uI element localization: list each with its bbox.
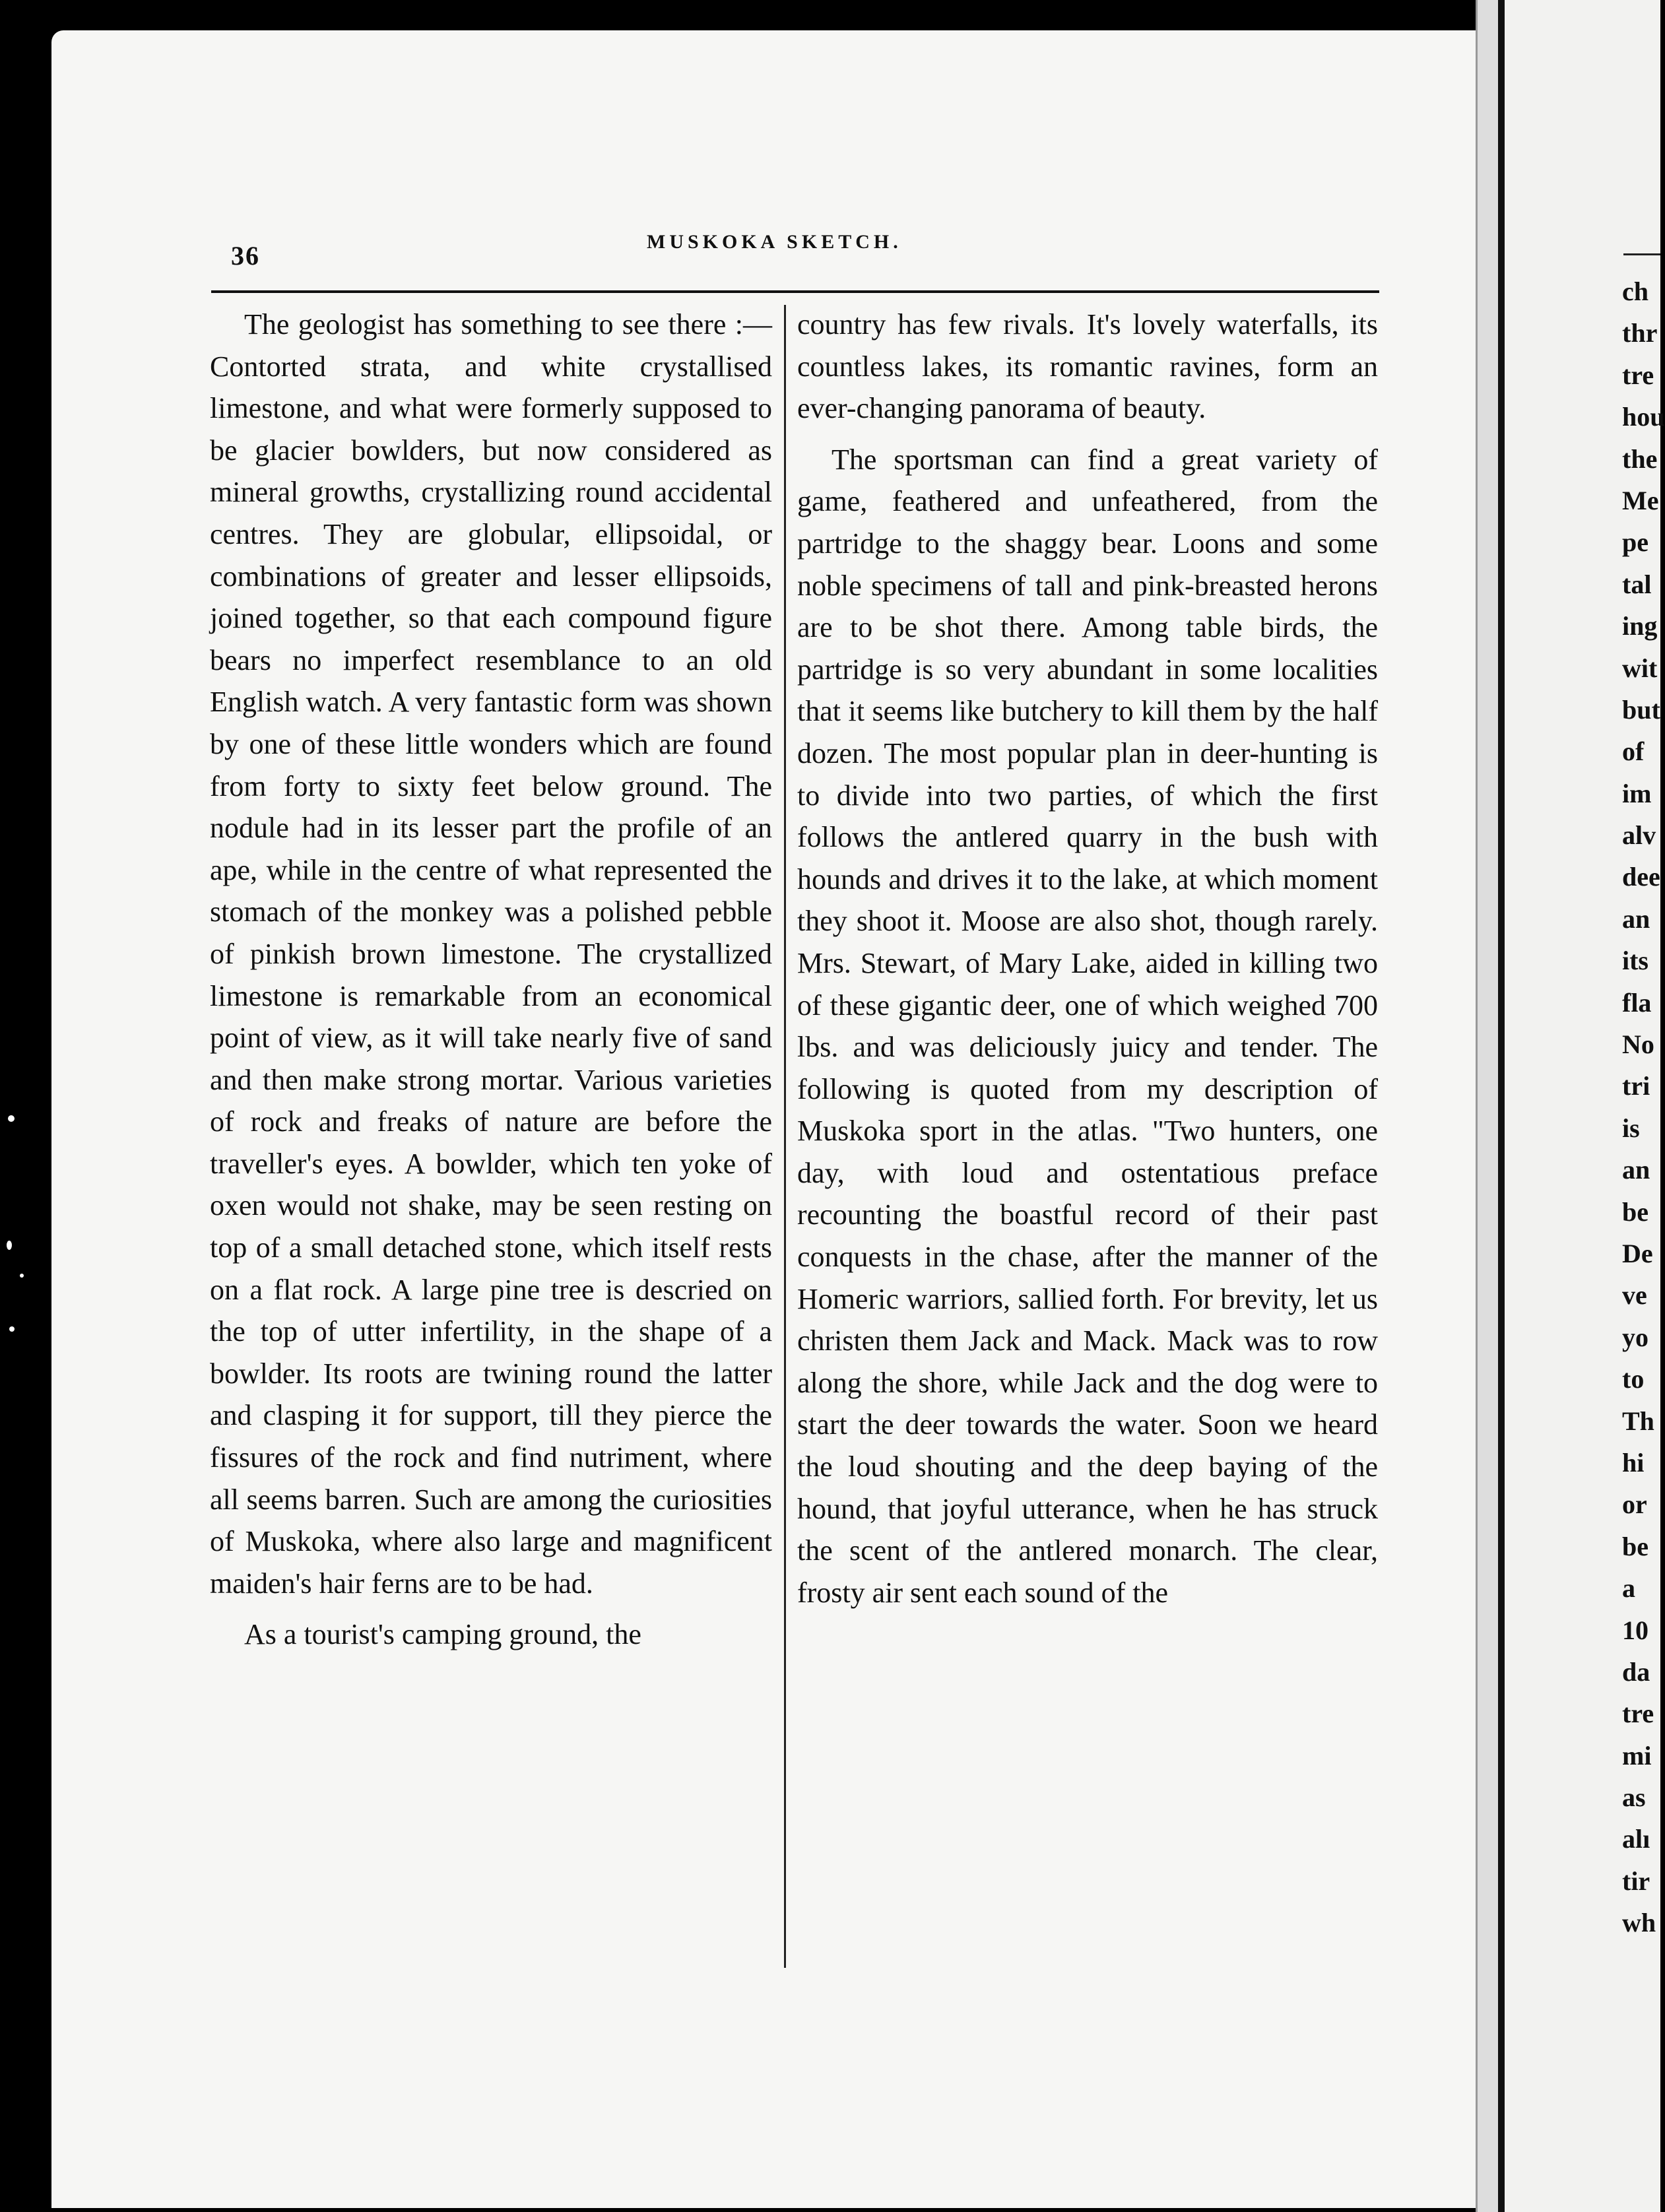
facing-page-fragment: or (1622, 1489, 1647, 1520)
facing-page-fragment: tre (1622, 360, 1654, 390)
facing-page-fragment: ing (1622, 611, 1658, 641)
facing-page-fragment: be (1622, 1531, 1649, 1561)
facing-page-fragment: da (1622, 1656, 1650, 1687)
facing-page-fragment: yo (1622, 1322, 1649, 1352)
header-rule (211, 290, 1379, 293)
facing-page-fragment: tir (1622, 1866, 1650, 1896)
facing-page-fragment: is (1622, 1113, 1640, 1143)
facing-page-fragment: tri (1622, 1071, 1650, 1101)
scan-speck (9, 1326, 15, 1332)
scan-speck (20, 1274, 24, 1278)
facing-page-fragment: tal (1622, 569, 1652, 599)
left-column (210, 304, 772, 1656)
paragraph-camping-cont: country has few rivals. It's lovely waterfalls, its countless lakes, its romantic ravines, form an ever-changing panorama of beauty. (797, 308, 1378, 425)
facing-page-text (1622, 271, 1665, 1944)
paragraph-camping-start: As a tourist's camping ground, the (244, 1618, 641, 1651)
facing-page-fragment: No (1622, 1029, 1654, 1060)
facing-page-fragment: ve (1622, 1280, 1647, 1311)
facing-page-fragment: to (1622, 1364, 1645, 1394)
paragraph-sportsman: The sportsman can find a great variety of game, feathered and unfeathered, from the partridge to the shaggy bear. Loons and some noble specimens of tall and pink-breasted herons are to be shot there. Among table birds, the partridge is so very abundant in some localities that it seems like butchery to kill them by the half dozen. The most popular plan in deer-hunting is to divide into two parties, of which the first follows the antlered quarry in the bush with hounds and drives it to the lake, at which moment they shoot it. Moose are also shot, though rarely. Mrs. Stewart, of Mary Lake, aided in killing two of these gigantic deer, one of which weighed 700 lbs. and was deliciously juicy and tender. The following is quoted from my description of Muskoka sport in the atlas. "Two hunters, one day, with loud and ostentatious preface recounting the boastful record of their past conquests in the chase, after the manner of the Homeric warriors, sallied forth. For brevity, let us christen them Jack and Mack. Mack was to row along the shore, while Jack and the dog were to start the deer towards the water. Soon we heard the loud shouting and the deep baying of the hound, that joyful utterance, when he has struck the scent of the antlered monarch. The clear, frosty air sent each sound of the (797, 443, 1378, 1609)
facing-page-fragment: mi (1622, 1740, 1652, 1771)
facing-page-fragment: 10 (1622, 1615, 1649, 1645)
facing-page-fragment: ch (1622, 276, 1649, 306)
page-number: 36 (231, 241, 260, 271)
book-gutter (1476, 0, 1500, 2212)
facing-page-fragment: Me (1622, 485, 1659, 515)
facing-page-fragment: an (1622, 903, 1650, 934)
facing-page-fragment: the (1622, 443, 1658, 474)
gutter-shadow (1498, 0, 1505, 2212)
paragraph-geologist: The geologist has something to see there :—Contorted strata, and white crystallised limestone, and what were formerly supposed to be glacier bowlders, but now considered as mineral growths, crystallizing round accidental centres. They are globular, ellipsoidal, or combinations of greater and lesser ellipsoids, joined together, so that each compound figure bears no imperfect resemblance to an old English watch. A very fantastic form was shown by one of these little wonders which are found from forty to sixty feet below ground. The nodule had in its lesser part the profile of an ape, while in the centre of what represented the stomach of the monkey was a polished pebble of pinkish brown limestone. The crystallized limestone is remarkable from an economical point of view, as it will take nearly five of sand and then make strong mortar. Various varieties of rock and freaks of nature are before the traveller's eyes. A bowlder, which ten yoke of oxen would not shake, may be seen resting on top of a small detached stone, which itself rests on a flat rock. A large pine tree is descried on the top of utter infertility, in the shape of a bowlder. Its roots are twining round the latter and clasping it for support, till they pierce the fissures of the rock and find nutriment, where all seems barren. Such are among the curiosities of Muskoka, where also large and magnificent maiden's hair ferns are to be had. (210, 308, 772, 1600)
right-column (797, 304, 1378, 1613)
scan-speck (8, 1115, 15, 1122)
facing-page-fragment: dee (1622, 862, 1660, 892)
running-title: MUSKOKA SKETCH. (647, 231, 902, 253)
facing-page-fragment: tre (1622, 1699, 1654, 1729)
facing-page-fragment: alv (1622, 820, 1656, 851)
facing-page-rule (1623, 253, 1660, 255)
facing-page-fragment: fla (1622, 987, 1652, 1018)
facing-page-fragment: but (1622, 694, 1660, 725)
facing-page-fragment: thr (1622, 318, 1658, 348)
facing-page-fragment: a (1622, 1573, 1635, 1604)
facing-page-fragment: im (1622, 778, 1652, 808)
column-divider (784, 305, 786, 1968)
facing-page-fragment: wit (1622, 653, 1658, 683)
facing-page-fragment: its (1622, 946, 1649, 976)
facing-page-fragment: hou (1622, 402, 1665, 432)
facing-page-fragment: be (1622, 1196, 1649, 1227)
facing-page-fragment: alı (1622, 1824, 1650, 1854)
facing-page-fragment: an (1622, 1155, 1650, 1185)
facing-page-fragment: hi (1622, 1447, 1645, 1478)
scan-speck (7, 1241, 12, 1250)
facing-page-fragment: De (1622, 1238, 1653, 1268)
facing-page-fragment: pe (1622, 527, 1649, 558)
facing-page-fragment: wh (1622, 1908, 1656, 1938)
facing-page-fragment: as (1622, 1782, 1646, 1813)
facing-page-fragment: Th (1622, 1406, 1654, 1436)
facing-page-fragment: of (1622, 736, 1645, 767)
